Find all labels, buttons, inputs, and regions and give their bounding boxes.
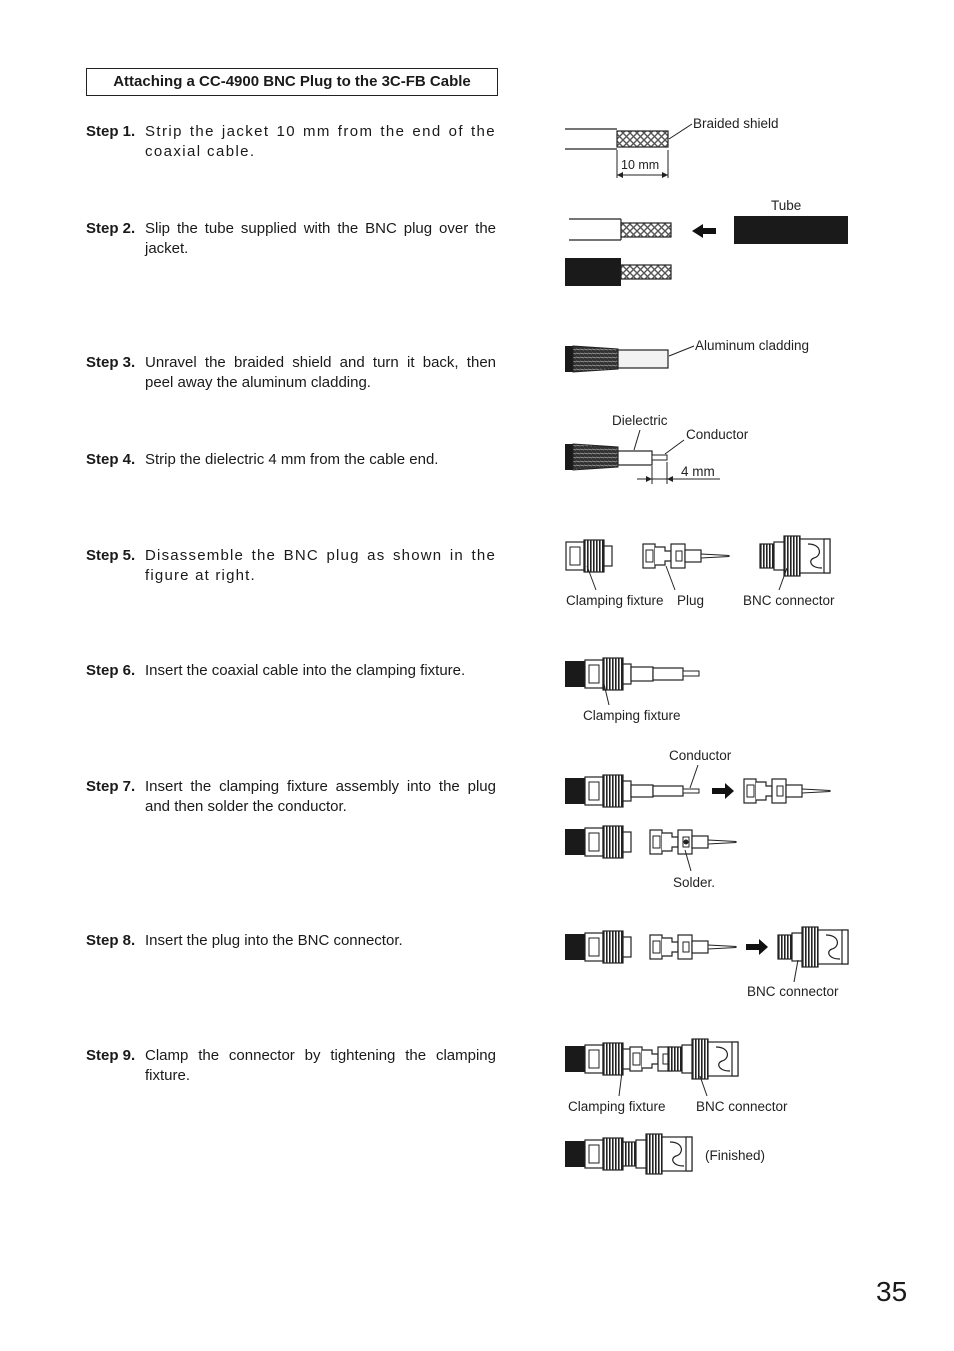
label-clamping-fixture: Clamping fixture xyxy=(566,593,664,608)
step-number: Step 6. xyxy=(86,662,136,679)
step-number: Step 4. xyxy=(86,451,136,468)
step-number: Step 3. xyxy=(86,354,136,371)
step-number: Step 1. xyxy=(86,123,136,140)
label-10mm: 10 mm xyxy=(621,158,660,172)
label-plug: Plug xyxy=(677,593,705,608)
label-solder: Solder. xyxy=(673,875,716,890)
step-text: Clamp the connector by tightening the clamping fixture. xyxy=(145,1047,496,1084)
label-clamping-fixture: Clamping fixture xyxy=(568,1099,666,1114)
label-tube: Tube xyxy=(771,198,802,213)
label-braided-shield: Braided shield xyxy=(693,116,779,131)
page-number: 35 xyxy=(876,1276,908,1307)
fig-step7-solder xyxy=(565,765,830,871)
label-conductor: Conductor xyxy=(669,748,732,763)
step-number: Step 9. xyxy=(86,1047,136,1064)
label-aluminum-cladding: Aluminum cladding xyxy=(695,338,810,353)
label-dielectric: Dielectric xyxy=(612,413,668,428)
label-bnc-connector: BNC connector xyxy=(743,593,835,608)
step-number: Step 8. xyxy=(86,932,136,949)
step-text: Insert the coaxial cable into the clamping fixture. xyxy=(145,662,466,679)
step-text: Insert the plug into the BNC connector. xyxy=(145,932,403,949)
label-finished: (Finished) xyxy=(705,1148,766,1163)
step-text: Slip the tube supplied with the BNC plug over the jacket. xyxy=(145,220,496,257)
label-bnc-connector: BNC connector xyxy=(747,984,839,999)
fig-step3-aluminum-cladding xyxy=(565,346,694,372)
label-clamping-fixture: Clamping fixture xyxy=(583,708,681,723)
label-bnc-connector: BNC connector xyxy=(696,1099,788,1114)
fig-step6-cable-in-fixture xyxy=(565,658,699,705)
section-title: Attaching a CC-4900 BNC Plug to the 3C-FB Cable xyxy=(86,68,498,96)
fig-step8-plug-into-bnc xyxy=(565,927,848,982)
step-text: Strip the jacket 10 mm from the end of the coaxial cable. xyxy=(145,123,496,160)
label-4mm: 4 mm xyxy=(681,464,715,479)
step-number: Step 2. xyxy=(86,220,136,237)
step-number: Step 5. xyxy=(86,547,136,564)
label-conductor: Conductor xyxy=(686,427,749,442)
fig-step2-tube xyxy=(565,216,848,286)
step-text: Strip the dielectric 4 mm from the cable end. xyxy=(145,451,439,468)
step-text: Insert the clamping fixture assembly into the plug and then solder the conductor. xyxy=(145,778,496,815)
fig-step5-disassembled xyxy=(566,536,830,590)
step-text: Disassemble the BNC plug as shown in the figure at right. xyxy=(145,547,496,584)
step-text: Unravel the braided shield and turn it back, then peel away the aluminum cladding. xyxy=(145,354,496,391)
step-number: Step 7. xyxy=(86,778,136,795)
